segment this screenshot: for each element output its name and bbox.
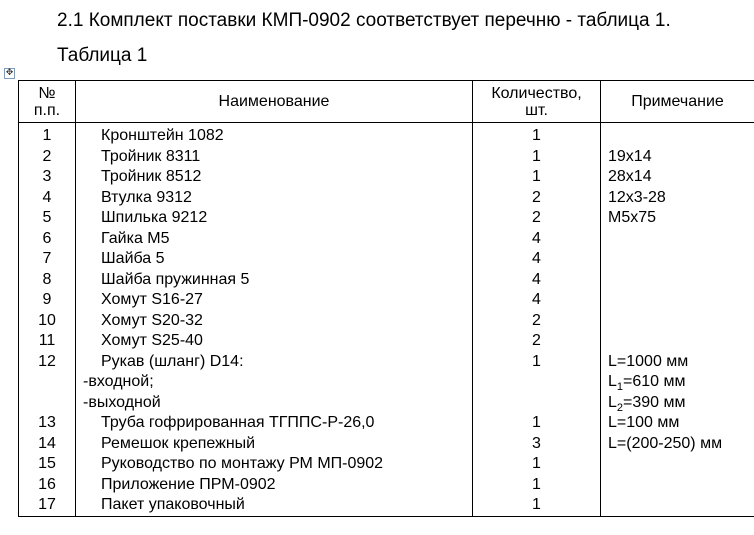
- row-qty: 4: [473, 290, 601, 311]
- row-name: Шпилька 9212: [76, 208, 473, 229]
- row-qty: 2: [473, 188, 601, 209]
- table-row: [19, 123, 754, 147]
- table-row: [19, 352, 754, 373]
- row-num: 14: [19, 434, 76, 455]
- header-qty-line1: Количество,: [491, 84, 582, 102]
- row-name: Рукав (шланг) D14:: [76, 352, 473, 373]
- table-row: [19, 475, 754, 496]
- row-note: [601, 454, 754, 475]
- row-note: [601, 475, 754, 496]
- table-row: [19, 208, 754, 229]
- row-qty: [473, 393, 601, 414]
- table-row: [19, 188, 754, 209]
- row-qty: 1: [473, 147, 601, 168]
- row-num: [19, 372, 76, 393]
- table-move-icon[interactable]: ✥: [5, 68, 14, 78]
- header-num-line2: п.п.: [33, 101, 61, 119]
- row-note: [601, 331, 754, 352]
- row-qty: 4: [473, 249, 601, 270]
- table-row: [19, 495, 754, 516]
- table-row: [19, 167, 754, 188]
- row-qty: 2: [473, 331, 601, 352]
- row-note: L=1000 мм: [601, 352, 754, 373]
- row-qty: 1: [473, 167, 601, 188]
- row-qty: 1: [473, 454, 601, 475]
- row-note: [601, 229, 754, 250]
- row-name: Гайка М5: [76, 229, 473, 250]
- note-suffix: =610 мм: [623, 373, 686, 390]
- row-note: [601, 495, 754, 516]
- row-name: Тройник 8512: [76, 167, 473, 188]
- row-name: Шайба пружинная 5: [76, 270, 473, 291]
- header-name: Наименование: [76, 81, 473, 123]
- header-qty: [473, 81, 601, 123]
- table-row: [19, 147, 754, 168]
- row-num: 12: [19, 352, 76, 373]
- row-qty: 1: [473, 475, 601, 496]
- row-num: 16: [19, 475, 76, 496]
- row-name: Хомут S20-32: [76, 311, 473, 332]
- row-num: 9: [19, 290, 76, 311]
- row-name: Тройник 8311: [76, 147, 473, 168]
- row-qty: 2: [473, 208, 601, 229]
- delivery-table: [18, 80, 754, 517]
- row-num: 15: [19, 454, 76, 475]
- row-note: [601, 311, 754, 332]
- row-name: -выходной: [76, 393, 473, 414]
- table-row: [19, 249, 754, 270]
- row-num: 8: [19, 270, 76, 291]
- row-note: М5х75: [601, 208, 754, 229]
- row-name: Пакет упаковочный: [76, 495, 473, 516]
- section-heading: 2.1 Комплект поставки КМП-0902 соответствует перечню - таблица 1.: [57, 10, 671, 31]
- row-qty: 4: [473, 270, 601, 291]
- row-num: 17: [19, 495, 76, 516]
- header-qty-line2: шт.: [525, 101, 548, 119]
- row-note: 12х3-28: [601, 188, 754, 209]
- row-name: -входной;: [76, 372, 473, 393]
- table-caption: Таблица 1: [57, 45, 148, 66]
- row-name: Кронштейн 1082: [76, 123, 473, 147]
- note-subscript: 1: [616, 381, 624, 394]
- table-row: [19, 331, 754, 352]
- row-note: 19х14: [601, 147, 754, 168]
- row-qty: 1: [473, 495, 601, 516]
- table-row: [19, 311, 754, 332]
- table-row: [19, 270, 754, 291]
- header-note: Примечание: [601, 81, 754, 123]
- row-num: 3: [19, 167, 76, 188]
- row-qty: 2: [473, 311, 601, 332]
- row-note: L=100 мм: [601, 413, 754, 434]
- row-name: Втулка 9312: [76, 188, 473, 209]
- row-num: 2: [19, 147, 76, 168]
- row-num: 6: [19, 229, 76, 250]
- row-qty: 3: [473, 434, 601, 455]
- row-name: Хомут S16-27: [76, 290, 473, 311]
- row-note: [601, 270, 754, 291]
- header-num-line1: №: [38, 84, 56, 102]
- row-qty: [473, 372, 601, 393]
- table-row: [19, 454, 754, 475]
- row-name: Шайба 5: [76, 249, 473, 270]
- row-name: Хомут S25-40: [76, 331, 473, 352]
- table-row: [19, 372, 754, 393]
- table-row: [19, 393, 754, 414]
- row-num: 4: [19, 188, 76, 209]
- row-note: 28х14: [601, 167, 754, 188]
- table-row: [19, 229, 754, 250]
- row-note: L=(200-250) мм: [601, 434, 754, 455]
- row-note: [601, 123, 754, 147]
- table-row: [19, 413, 754, 434]
- row-qty: 4: [473, 229, 601, 250]
- table-header-row: [19, 81, 754, 123]
- row-note: [601, 249, 754, 270]
- table-row: [19, 290, 754, 311]
- row-num: 5: [19, 208, 76, 229]
- row-note: [601, 372, 754, 393]
- table-body: [19, 123, 754, 517]
- note-suffix: =390 мм: [623, 393, 686, 411]
- row-note: [601, 290, 754, 311]
- note-subscript: 2: [616, 401, 624, 414]
- table-row: [19, 434, 754, 455]
- row-name: Труба гофрированная ТГППС-Р-26,0: [76, 413, 473, 434]
- row-num: 7: [19, 249, 76, 270]
- row-note: [601, 393, 754, 414]
- row-num: [19, 393, 76, 414]
- row-qty: 1: [473, 413, 601, 434]
- row-name: Приложение ПРМ-0902: [76, 475, 473, 496]
- row-num: 13: [19, 413, 76, 434]
- row-num: 10: [19, 311, 76, 332]
- row-qty: 1: [473, 352, 601, 373]
- note-prefix: L: [608, 373, 617, 390]
- note-prefix: L: [608, 393, 617, 411]
- row-name: Руководство по монтажу РМ МП-0902: [76, 454, 473, 475]
- row-qty: 1: [473, 123, 601, 147]
- row-num: 11: [19, 331, 76, 352]
- header-num: [19, 81, 76, 123]
- row-num: 1: [19, 123, 76, 147]
- row-name: Ремешок крепежный: [76, 434, 473, 455]
